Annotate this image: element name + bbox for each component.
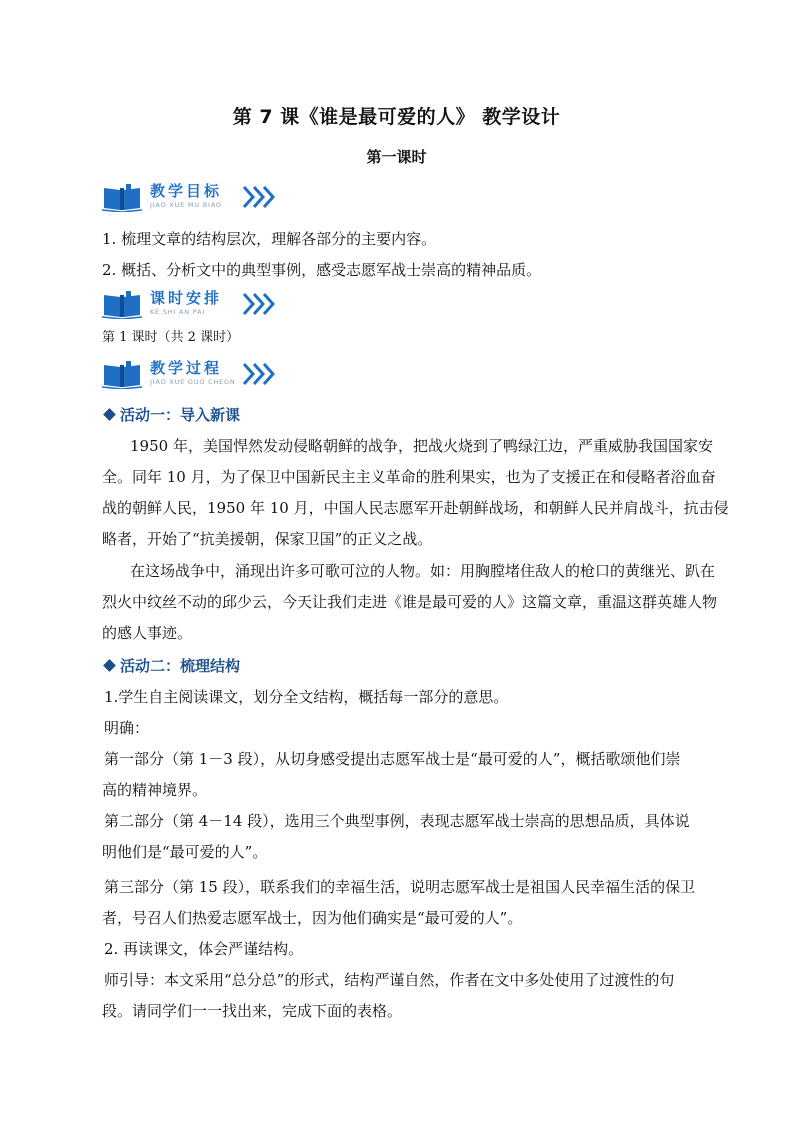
activity-heading xyxy=(102,655,240,676)
paragraph-line: 的感人事迹。 xyxy=(102,624,193,642)
section-header-process xyxy=(102,358,302,394)
triple-chevron-icon xyxy=(242,184,278,210)
book-icon xyxy=(102,291,142,319)
paragraph-line: 1950 年，美国悍然发动侵略朝鲜的战争，把战火烧到了鸭绿江边，严重威胁我国国家安 xyxy=(130,437,713,455)
goal-item: 1. 梳理文章的结构层次，理解各部分的主要内容。 xyxy=(102,230,437,248)
paragraph-line: 1.学生自主阅读课文，划分全文结构，概括每一部分的意思。 xyxy=(104,688,509,706)
goal-item: 2. 概括、分析文中的典型事例，感受志愿军战士崇高的精神品质。 xyxy=(102,261,542,279)
paragraph-line: 者，号召人们热爱志愿军战士，因为他们确实是“最可爱的人”。 xyxy=(102,909,523,927)
paragraph-line: 略者，开始了“抗美援朝，保家卫国”的正义之战。 xyxy=(102,530,433,548)
section-title: 课时安排 xyxy=(150,289,223,307)
paragraph-line: 第二部分（第 4－14 段），选用三个典型事例，表现志愿军战士崇高的思想品质，具体说 xyxy=(104,812,690,830)
paragraph-line: 战的朝鲜人民，1950 年 10 月，中国人民志愿军开赴朝鲜战场，和朝鲜人民并肩战斗，抗击侵 xyxy=(102,499,729,517)
section-pinyin: JIAO XUE GUO CHEGN xyxy=(150,378,236,386)
section-pinyin: KE SHI AN PAI xyxy=(150,308,206,316)
lesson-subtitle: 第一课时 xyxy=(366,148,427,166)
triple-chevron-icon xyxy=(242,361,278,387)
paragraph-line: 师引导：本文采用“总分总”的形式，结构严谨自然，作者在文中多处使用了过渡性的句 xyxy=(104,971,675,989)
paragraph-line: 明他们是“最可爱的人”。 xyxy=(102,843,268,861)
section-title: 教学目标 xyxy=(150,182,223,200)
triple-chevron-icon xyxy=(242,291,278,317)
paragraph-line: 第三部分（第 15 段），联系我们的幸福生活，说明志愿军战士是祖国人民幸福生活的保卫 xyxy=(104,878,696,896)
schedule-text: 第 1 课时（共 2 课时） xyxy=(102,330,240,345)
activity-heading xyxy=(102,404,240,425)
paragraph-line: 2. 再读课文，体会严谨结构。 xyxy=(104,940,304,958)
book-icon xyxy=(102,361,142,389)
activity-title: 活动一：导入新课 xyxy=(120,406,241,424)
paragraph-line: 在这场战争中，涌现出许多可歌可泣的人物。如：用胸膛堵住敌人的枪口的黄继光、趴在 xyxy=(130,562,716,580)
paragraph-line: 明确： xyxy=(104,719,150,737)
paragraph-line: 段。请同学们一一找出来，完成下面的表格。 xyxy=(102,1002,403,1020)
paragraph-line: 烈火中纹丝不动的邱少云，今天让我们走进《谁是最可爱的人》这篇文章，重温这群英雄人物 xyxy=(102,593,718,611)
diamond-bullet-icon xyxy=(103,659,116,672)
document-title: 第 7 课《谁是最可爱的人》 教学设计 xyxy=(232,106,561,128)
section-pinyin: JIAO XUE MU BIAO xyxy=(150,201,222,209)
paragraph-line: 全。同年 10 月，为了保卫中国新民主主义革命的胜利果实，也为了支援正在和侵略者浴血奋 xyxy=(102,468,716,486)
section-header-goals xyxy=(102,181,302,217)
book-icon xyxy=(102,184,142,212)
diamond-bullet-icon xyxy=(103,408,116,421)
paragraph-line: 高的精神境界。 xyxy=(102,781,208,799)
activity-title: 活动二：梳理结构 xyxy=(120,657,241,675)
section-title: 教学过程 xyxy=(150,359,223,377)
paragraph-line: 第一部分（第 1－3 段），从切身感受提出志愿军战士是“最可爱的人”，概括歌颂他们崇 xyxy=(104,750,681,768)
section-header-schedule xyxy=(102,288,302,324)
